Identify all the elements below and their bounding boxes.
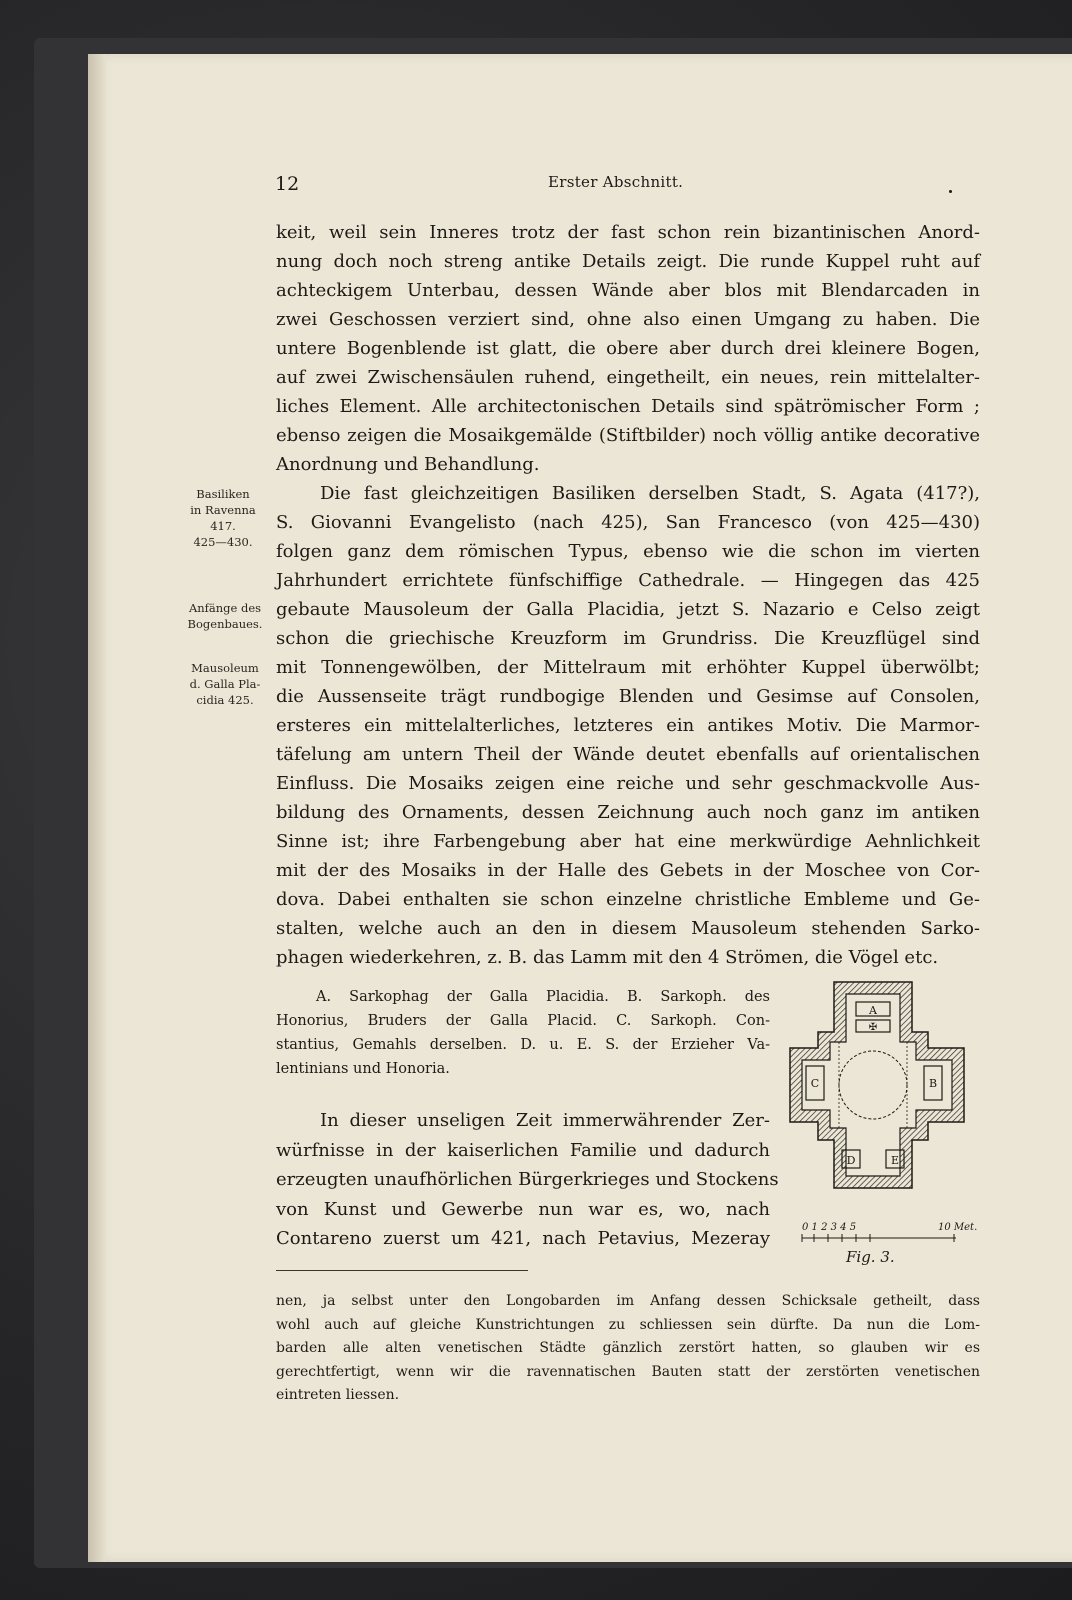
text-line: mit der des Mosaiks in der Halle des Gebets in der Moschee von Cor- xyxy=(276,860,980,881)
text-line: täfelung am untern Theil der Wände deutet ebenfalls auf orientalischen xyxy=(276,744,980,765)
text-line: achteckigem Unterbau, dessen Wände aber blos mit Blendarcaden in xyxy=(276,280,980,301)
text-line: folgen ganz dem römischen Typus, ebenso wie die schon im vierten xyxy=(276,541,980,562)
page-number: 12 xyxy=(275,173,300,195)
scale-bar xyxy=(800,1234,960,1242)
plan-label-a: A xyxy=(869,1004,877,1017)
floor-plan-figure xyxy=(788,980,968,1202)
running-title: Erster Abschnitt. xyxy=(548,173,684,191)
text-line: gerechtfertigt, wenn wir die ravennatischen Bauten statt der zerstörten venetischen xyxy=(276,1363,980,1380)
text-line: keit, weil sein Inneres trotz der fast schon rein bizantinischen Anord- xyxy=(276,222,980,243)
plan-label-c: C xyxy=(810,1077,820,1090)
plan-label-e: E xyxy=(890,1154,900,1167)
text-line: stantius, Gemahls derselben. D. u. E. S. der Erzieher Va- xyxy=(276,1037,770,1053)
footnote-rule xyxy=(276,1270,528,1271)
text-line: erzeugten unaufhörlichen Bürgerkrieges und Stockens xyxy=(276,1169,779,1190)
text-line: phagen wiederkehren, z. B. das Lamm mit den 4 Strömen, die Vögel etc. xyxy=(276,947,939,968)
text-line: Contareno zuerst um 421, nach Petavius, Mezeray xyxy=(276,1228,770,1249)
figure-number: Fig. 3. xyxy=(846,1248,895,1266)
text-line: barden alle alten venetischen Städte gänzlich zerstört hatten, so glauben wir es xyxy=(276,1340,980,1356)
text-line: gebaute Mausoleum der Galla Placidia, jetzt S. Nazario e Celso zeigt xyxy=(276,599,980,620)
text-line: Einfluss. Die Mosaiks zeigen eine reiche und sehr geschmackvolle Aus- xyxy=(276,773,980,794)
text-line: wohl auch auf gleiche Kunstrichtungen zu schliessen sein dürfte. Da nun die Lom- xyxy=(276,1316,980,1333)
text-line: die Aussenseite trägt rundbogige Blenden und Gesimse auf Consolen, xyxy=(276,686,980,707)
text-line: dova. Dabei enthalten sie schon einzelne christliche Embleme und Ge- xyxy=(276,889,980,910)
text-line: nung doch noch streng antike Details zeigt. Die runde Kuppel ruht auf xyxy=(276,251,980,272)
margin-note-bogenbau: Anfänge des Bogenbaues. xyxy=(187,601,263,631)
text-line: liches Element. Alle architectonischen Details sind spätrömischer Form ; xyxy=(276,396,980,417)
text-line: Anordnung und Behandlung. xyxy=(276,454,540,475)
margin-note-mausoleum: Mausoleum d. Galla Pla- cidia 425. xyxy=(189,661,261,707)
text-line: bildung des Ornaments, dessen Zeichnung auch noch ganz im antiken xyxy=(276,802,980,823)
text-line: nen, ja selbst unter den Longobarden im Anfang dessen Schicksale getheilt, dass xyxy=(276,1293,980,1309)
text-line: S. Giovanni Evangelisto (nach 425), San Francesco (von 425—430) xyxy=(276,512,980,533)
text-line: lentinians und Honoria. xyxy=(276,1061,450,1077)
plan-label-altar: ✠ xyxy=(868,1022,878,1033)
text-line: von Kunst und Gewerbe nun war es, wo, nach xyxy=(276,1198,770,1220)
page-gutter xyxy=(88,54,106,1562)
margin-note-basiliken: Basiliken in Ravenna 417. 425—430. xyxy=(190,487,256,549)
text-line: untere Bogenblende ist glatt, die obere aber durch drei kleinere Bogen, xyxy=(276,338,980,359)
text-line: A. Sarkophag der Galla Placidia. B. Sarkoph. des xyxy=(316,989,770,1005)
text-line: auf zwei Zwischensäulen ruhend, eingetheilt, ein neues, rein mittelalter- xyxy=(276,367,980,388)
plan-label-d: D xyxy=(846,1154,856,1167)
text-line: Honorius, Bruders der Galla Placid. C. Sarkoph. Con- xyxy=(276,1013,770,1029)
text-line: würfnisse in der kaiserlichen Familie und dadurch xyxy=(276,1139,770,1161)
text-line: mit Tonnengewölben, der Mittelraum mit erhöhter Kuppel überwölbt; xyxy=(276,657,980,678)
scale-numbers: 0 1 2 3 4 5 xyxy=(802,1222,857,1233)
text-line: Sinne ist; ihre Farbengebung aber hat eine merkwürdige Aehnlichkeit xyxy=(276,831,980,852)
text-line: In dieser unseligen Zeit immerwährender Zer- xyxy=(320,1110,770,1131)
plan-label-b: B xyxy=(928,1077,938,1090)
ink-speck xyxy=(949,190,952,193)
text-line: eintreten liessen. xyxy=(276,1387,400,1403)
text-line: ersteres ein mittelalterliches, letzteres ein antikes Motiv. Die Marmor- xyxy=(276,715,980,736)
text-line: ebenso zeigen die Mosaikgemälde (Stiftbilder) noch völlig antike decorative xyxy=(276,425,980,446)
text-line: schon die griechische Kreuzform im Grundriss. Die Kreuzflügel sind xyxy=(276,628,980,649)
text-line: Jahrhundert errichtete fünfschiffige Cathedrale. — Hingegen das 425 xyxy=(276,570,980,591)
text-line: zwei Geschossen verziert sind, ohne also einen Umgang zu haben. Die xyxy=(276,309,980,330)
text-line: stalten, welche auch an den in diesem Mausoleum stehenden Sarko- xyxy=(276,918,980,939)
text-line: Die fast gleichzeitigen Basiliken derselben Stadt, S. Agata (417?), xyxy=(320,483,980,504)
scale-end-label: 10 Met. xyxy=(938,1222,978,1233)
